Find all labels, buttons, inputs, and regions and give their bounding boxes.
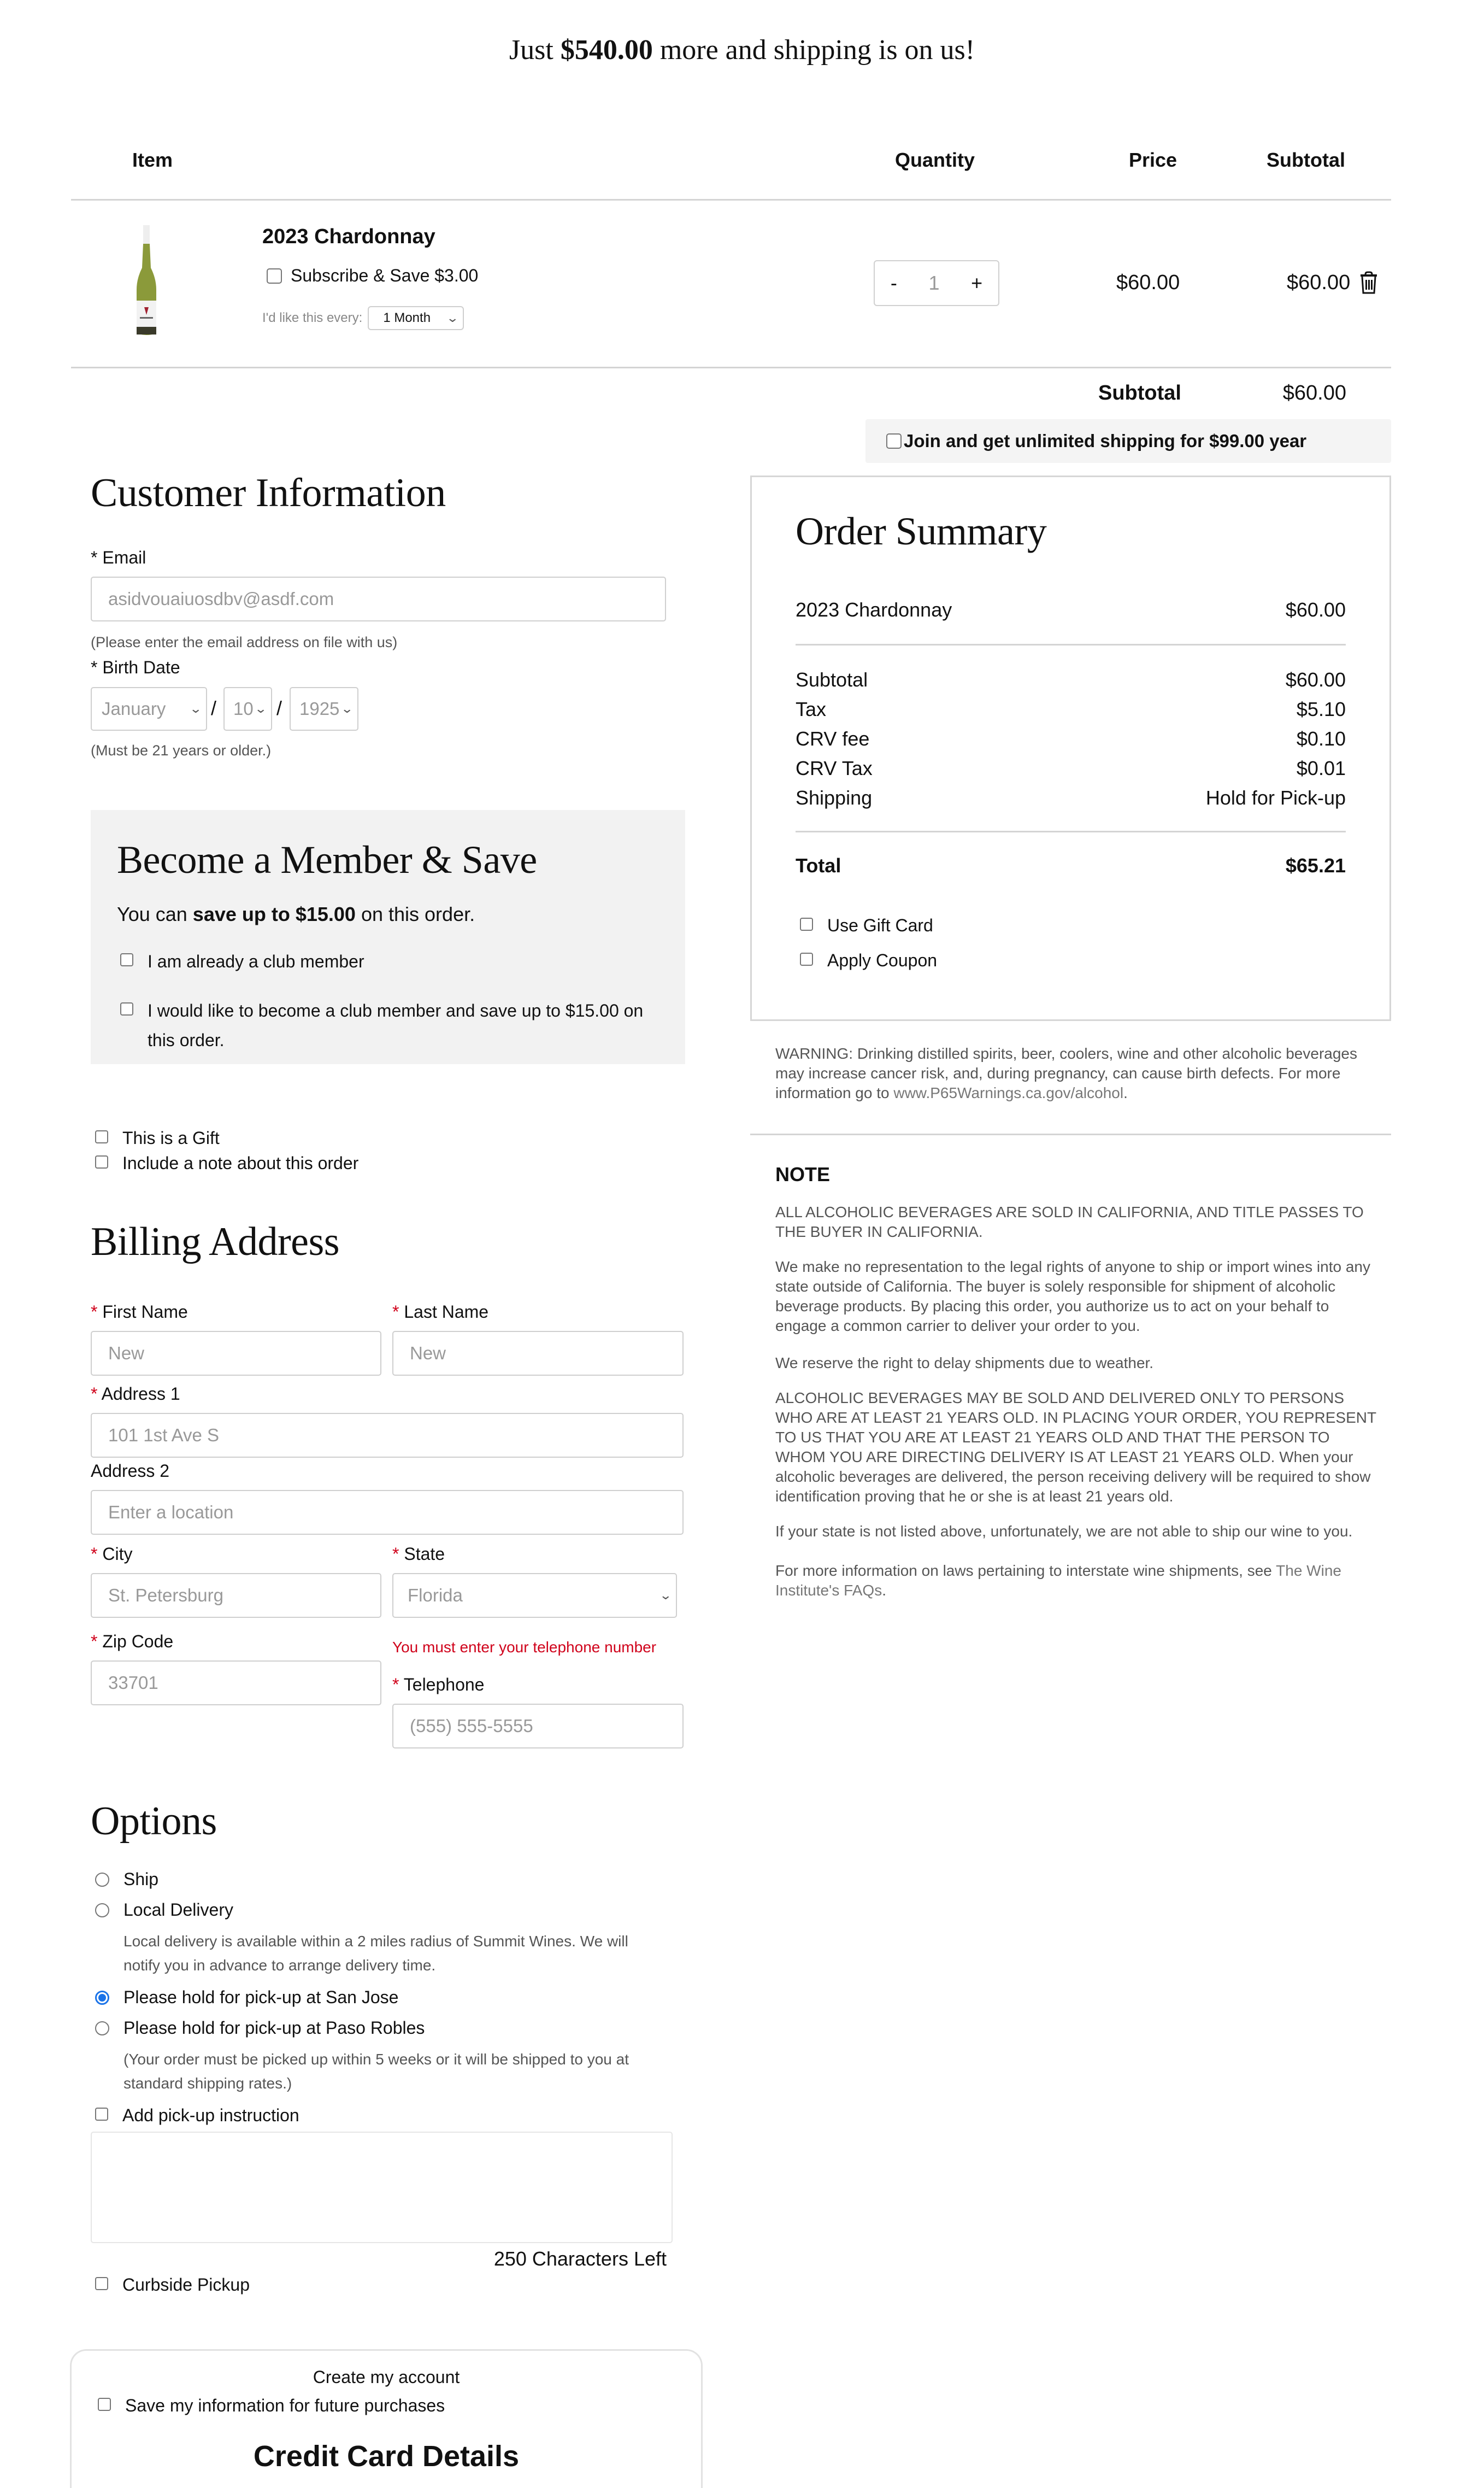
legal-paragraph: If your state is not listed above, unfortunately, we are not able to ship our wine to you. [775,1523,1353,1540]
zip-label: * Zip Code [91,1632,174,1651]
cart-subtotal-label: Subtotal [1098,382,1181,404]
divider [796,644,1346,646]
membership-heading: Become a Member & Save [117,838,537,882]
account-panel [70,2349,703,2488]
legal-paragraph: ALCOHOLIC BEVERAGES MAY BE SOLD AND DELIVERED ONLY TO PERSONS WHO ARE AT LEAST 21 YEARS OLD. IN PLACING YOUR ORDER, YOU REPRESENT TO US THAT YOU ARE AT LEAST 21 YEARS OLD AND THAT THE PERSON TO WHOM YOU ARE DIRECTING DELIVERY IS AT LEAST 21 YEARS OLD. When your alcoholic beverages are delivered, the person receiving delivery will be required to show identification proving that he or she is at least 21 years old. [775,1389,1376,1505]
chevron-down-icon: ⌄ [658,1588,672,1602]
qty-input[interactable]: 1 [928,272,940,294]
address2-field[interactable]: Enter a location [91,1490,684,1535]
wine-institute-link[interactable]: The Wine Institute's FAQs [775,1562,1341,1599]
frequency-row: I'd like this every: 1 Month ⌄ [262,306,464,330]
chevron-down-icon: ⌄ [254,702,267,715]
chevron-down-icon: ⌄ [446,311,460,325]
pickup-instruction-option[interactable]: Add pick-up instruction [95,2103,299,2127]
divider [750,1134,1391,1135]
birth-year-select[interactable]: 1925 ⌄ [290,687,358,731]
legal-paragraph: ALL ALCOHOLIC BEVERAGES ARE SOLD IN CALIFORNIA, AND TITLE PASSES TO THE BUYER IN CALIFORNIA. [775,1204,1364,1240]
characters-left-counter: 250 Characters Left [493,2248,667,2270]
summary-row-subtotal: Subtotal $60.00 [796,668,1346,691]
date-separator: / [211,697,217,719]
summary-total: Total $65.21 [796,854,1346,877]
first-name-field[interactable]: New [91,1331,381,1376]
join-shipping-checkbox[interactable] [886,433,902,449]
order-note-checkbox[interactable] [95,1155,108,1169]
col-header-item: Item [132,149,173,171]
city-label: * City [91,1544,133,1564]
trash-icon[interactable] [1359,271,1378,294]
last-name-field[interactable]: New [392,1331,684,1376]
order-summary-panel [750,476,1391,1021]
local-delivery-radio[interactable] [95,1903,109,1917]
col-header-price: Price [1129,149,1177,171]
curbside-checkbox[interactable] [95,2277,108,2290]
local-delivery-note: Local delivery is available within a 2 miles radius of Summit Wines. We will notify you in advance to arrange delivery time. [123,1933,628,1974]
email-help: (Please enter the email address on file with us) [91,634,398,650]
credit-card-heading: Credit Card Details [253,2440,520,2473]
existing-member-option[interactable]: I am already a club member [120,947,364,976]
summary-row-shipping: Shipping Hold for Pick-up [796,787,1346,809]
membership-panel [91,810,685,1064]
birth-day-select[interactable]: 10 ⌄ [223,687,272,731]
coupon-checkbox[interactable] [800,953,813,966]
prop65-warning: WARNING: Drinking distilled spirits, beer, coolers, wine and other alcoholic beverages may increase cancer risk, and, during pregnancy, can cause birth defects. For more information go to www.P65Warnings.ca.gov/alcohol. [775,1045,1357,1101]
summary-row-crv-fee: CRV fee $0.10 [796,727,1346,750]
curbside-option[interactable]: Curbside Pickup [95,2273,250,2297]
cart-subtotal-value: $60.00 [1282,382,1346,404]
subscribe-save-checkbox[interactable]: Subscribe & Save $3.00 [267,266,478,286]
membership-savings-text: You can save up to $15.00 on this order. [117,903,475,925]
address1-field[interactable]: 101 1st Ave S [91,1413,684,1458]
legal-paragraph: We reserve the right to delay shipments due to weather. [775,1354,1154,1371]
summary-breakdown [796,665,1346,813]
join-club-option[interactable]: I would like to become a club member and save up to $15.00 on this order. [120,996,656,1055]
chevron-down-icon: ⌄ [189,702,202,715]
remaining-amount: $540.00 [560,34,653,66]
pickup-instruction-checkbox[interactable] [95,2108,108,2121]
subscribe-checkbox[interactable] [267,268,282,284]
ship-radio[interactable] [95,1873,109,1887]
pickup-paso-robles-radio[interactable] [95,2021,109,2035]
address1-label: * Address 1 [91,1384,180,1404]
summary-row-crv-tax: CRV Tax $0.01 [796,757,1346,779]
join-club-checkbox[interactable] [120,1002,133,1016]
col-header-subtotal: Subtotal [1267,149,1345,171]
birth-month-select[interactable]: January ⌄ [91,687,207,731]
options-heading: Options [91,1799,217,1844]
gift-card-checkbox[interactable] [800,918,813,931]
option-pickup-san-jose[interactable]: Please hold for pick-up at San Jose [95,1987,398,2008]
email-label: * Email [91,548,146,567]
divider [796,831,1346,832]
telephone-field[interactable]: (555) 555-5555 [392,1704,684,1748]
pickup-instruction-textarea[interactable] [91,2132,673,2243]
email-field[interactable]: asidvouaiuosdbv@asdf.com [91,577,666,621]
existing-member-checkbox[interactable] [120,953,133,966]
qty-plus-button[interactable]: + [971,272,983,294]
gift-checkbox[interactable] [95,1130,108,1143]
item-subtotal: $60.00 [1287,271,1351,294]
phone-error-message: You must enter your telephone number [392,1639,657,1656]
save-info-checkbox[interactable] [98,2398,111,2411]
prop65-link[interactable]: www.P65Warnings.ca.gov/alcohol [893,1084,1124,1101]
state-select[interactable]: Florida ⌄ [392,1573,677,1618]
telephone-label: * Telephone [392,1675,485,1694]
save-info-option[interactable]: Save my information for future purchases [98,2393,445,2417]
create-account-title: Create my account [313,2367,460,2387]
gift-card-option[interactable]: Use Gift Card [800,913,933,937]
summary-line-item: 2023 Chardonnay $60.00 [796,598,1346,621]
frequency-select[interactable]: 1 Month ⌄ [368,306,464,330]
gift-option[interactable]: This is a Gift [95,1126,220,1150]
summary-row-tax: Tax $5.10 [796,698,1346,720]
coupon-option[interactable]: Apply Coupon [800,948,937,972]
col-header-quantity: Quantity [895,149,975,171]
customer-info-heading: Customer Information [91,471,446,515]
billing-heading: Billing Address [91,1219,340,1264]
order-note-option[interactable]: Include a note about this order [95,1151,358,1175]
divider [71,199,1391,201]
zip-field[interactable]: 33701 [91,1660,381,1705]
divider [71,367,1391,368]
qty-minus-button[interactable]: - [890,272,897,294]
option-pickup-paso-robles[interactable]: Please hold for pick-up at Paso Robles [95,2018,425,2038]
address2-label: Address 2 [91,1461,170,1481]
legal-paragraph: We make no representation to the legal rights of anyone to ship or import wines into any state outside of California. The buyer is solely responsible for shipment of alcoholic beverage products. By placing this order, you authorize us to act on your behalf to engage a common carrier to deliver your order to you. [775,1258,1370,1334]
legal-paragraph: For more information on laws pertaining to interstate wine shipments, see The Wine Institute's FAQs. [775,1562,1341,1599]
chevron-down-icon: ⌄ [340,702,354,715]
state-label: * State [392,1544,445,1564]
city-field[interactable]: St. Petersburg [91,1573,381,1618]
item-price: $60.00 [1116,271,1180,294]
free-shipping-banner: Just $540.00 more and shipping is on us! [509,34,975,66]
pickup-san-jose-radio[interactable] [95,1991,109,2005]
birth-date-help: (Must be 21 years or older.) [91,742,272,759]
first-name-label: * First Name [91,1302,188,1322]
option-local-delivery[interactable]: Local Delivery [95,1900,233,1920]
note-heading: NOTE [775,1163,831,1186]
birth-date-label: * Birth Date [91,658,180,677]
pickup-note: (Your order must be picked up within 5 weeks or it will be shipped to you at standard shipping rates.) [123,2051,629,2092]
order-summary-heading: Order Summary [796,509,1047,553]
quantity-stepper [874,260,999,306]
item-name: 2023 Chardonnay [262,225,435,248]
last-name-label: * Last Name [392,1302,489,1322]
wine-bottle-image [130,224,163,339]
join-shipping-option[interactable]: Join and get unlimited shipping for $99.00 year [865,419,1391,463]
option-ship[interactable]: Ship [95,1869,158,1890]
date-separator: / [276,697,282,719]
